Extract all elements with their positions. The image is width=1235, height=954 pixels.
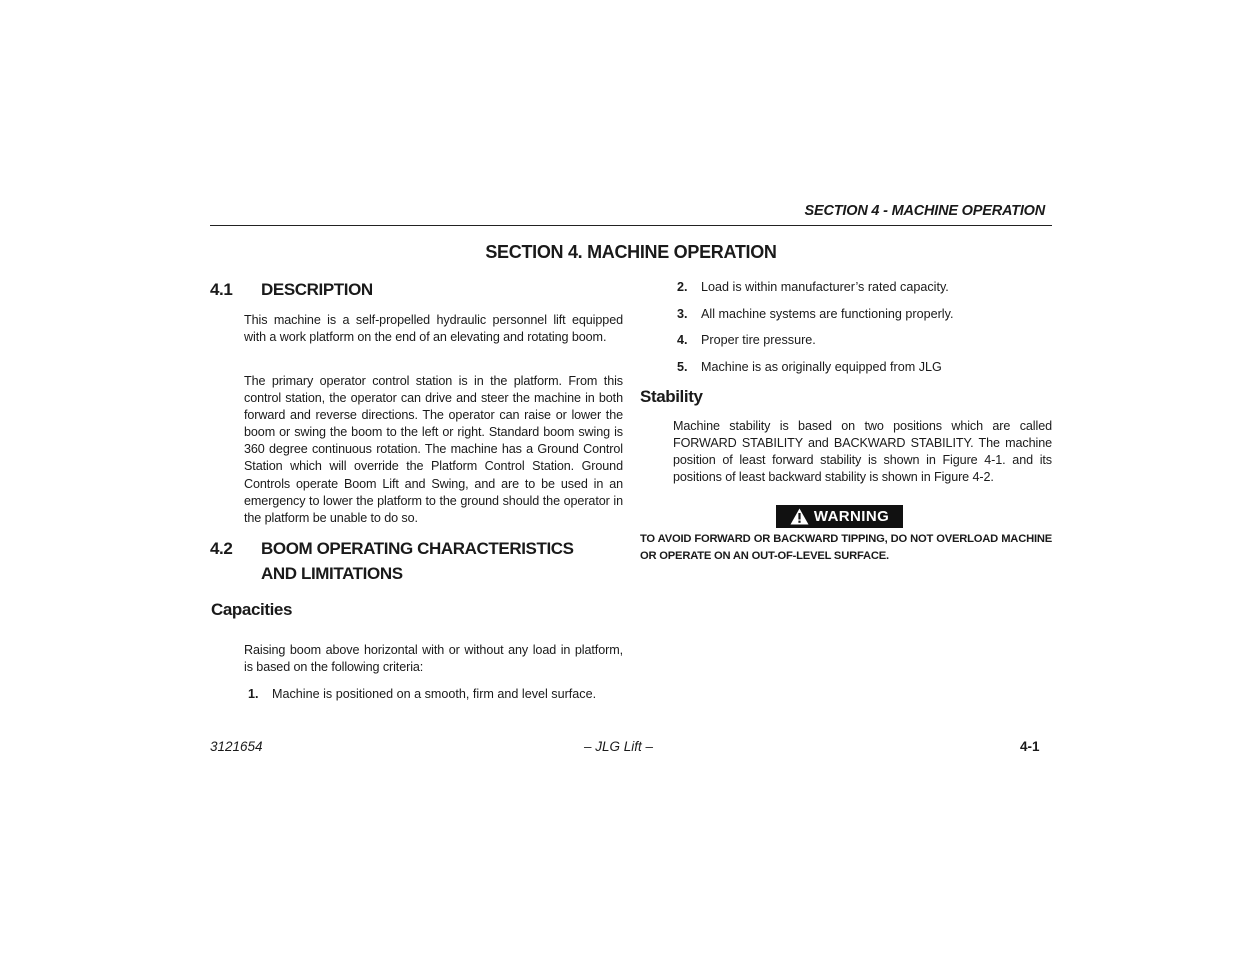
list-item: [677, 279, 1057, 296]
capacities-intro: Raising boom above horizontal with or without any load in platform, is based on the following criteria:: [244, 643, 623, 675]
list-item-text: Proper tire pressure.: [701, 333, 816, 347]
page-number: 4-1: [1020, 739, 1040, 754]
list-item: [677, 306, 1057, 323]
list-item-number: 5.: [677, 360, 688, 374]
capacities-heading: Capacities: [211, 600, 293, 619]
running-header: SECTION 4 - MACHINE OPERATION: [804, 203, 1045, 219]
warning-label: WARNING: [813, 508, 890, 525]
section-heading-text: DESCRIPTION: [261, 280, 373, 299]
list-item-number: 4.: [677, 333, 688, 347]
section-number: 4.1: [210, 280, 233, 299]
warning-triangle-icon: [790, 508, 809, 525]
list-item-number: 1.: [248, 687, 259, 701]
list-item-text: All machine systems are functioning properly.: [701, 307, 954, 321]
list-item: [677, 359, 1057, 376]
description-paragraph-1: This machine is a self-propelled hydraulic personnel lift equipped with a work platform on the end of an elevating and rotating boom.: [244, 313, 623, 345]
stability-heading: Stability: [640, 387, 703, 406]
stability-paragraph: Machine stability is based on two positions which are called FORWARD STABILITY and BACKWARD STABILITY. The machine position of least forward stability is shown in Figure 4-1. and its positions of least backward stability is shown in Figure 4-2.: [673, 419, 1052, 485]
section-number: 4.2: [210, 539, 233, 558]
warning-text: TO AVOID FORWARD OR BACKWARD TIPPING, DO NOT OVERLOAD MACHINE OR OPERATE ON AN OUT-OF-LEVEL SURFACE.: [640, 533, 1052, 562]
list-item: [248, 686, 628, 703]
list-item-number: 2.: [677, 280, 688, 294]
description-paragraph-2: The primary operator control station is in the platform. From this control station, the operator can drive and steer the machine in both forward and reverse directions. The operator can raise or lower the boom or swing the boom to the left or right. Standard boom swing is 360 degree continuous rotation. The machine has a Ground Control Station which will override the Platform Control Station. Ground Controls operate Boom Lift and Swing, and are to be used in an emergency to lower the platform to the ground should the operator in the platform be unable to do so.: [244, 374, 623, 525]
section-heading-text: BOOM OPERATING CHARACTERISTICS AND LIMITATIONS: [261, 539, 574, 583]
list-item: [677, 332, 1057, 349]
list-item-text: Load is within manufacturer’s rated capacity.: [701, 280, 949, 294]
header-rule: [210, 225, 1052, 226]
section-4-1-heading: [210, 277, 630, 303]
list-item-text: Machine is positioned on a smooth, firm and level surface.: [272, 687, 597, 701]
footer-center: – JLG Lift –: [584, 739, 654, 754]
section-4-2-heading: [210, 536, 630, 588]
page-title: SECTION 4. MACHINE OPERATION: [485, 242, 777, 262]
doc-number: 3121654: [210, 739, 263, 754]
warning-banner: [776, 505, 903, 528]
list-item-number: 3.: [677, 307, 688, 321]
list-item-text: Machine is as originally equipped from JLG: [701, 360, 942, 374]
